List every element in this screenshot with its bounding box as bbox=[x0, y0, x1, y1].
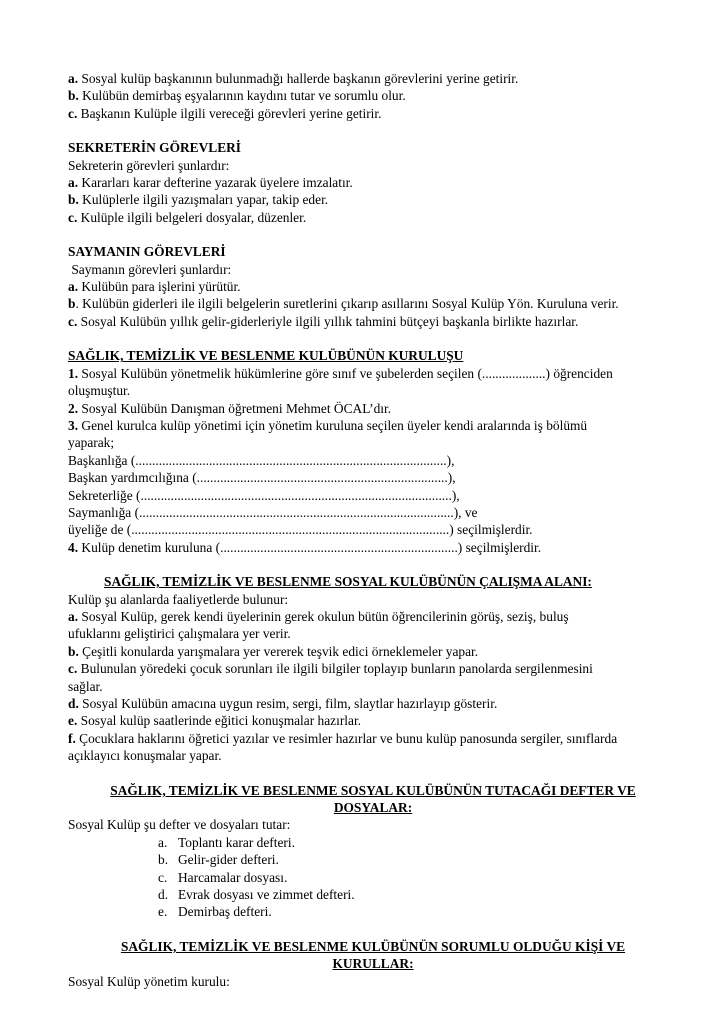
section-heading-calisma: SAĞLIK, TEMİZLİK VE BESLENME SOSYAL KULÜBÜNÜN ÇALIŞMA ALANI: bbox=[104, 574, 592, 590]
list-item-continuation: yaparak; bbox=[68, 435, 115, 451]
document-page bbox=[68, 70, 678, 990]
role-line: Başkan yardımcılığına (...........................................................................), bbox=[68, 470, 456, 486]
list-item: 3. Genel kurulca kulüp yönetimi için yönetim kuruluna seçilen üyeler kendi aralarında iş bölümü bbox=[68, 417, 588, 433]
list-item: 4. Kulüp denetim kuruluna (.......................................................................) seçilmişlerdir. bbox=[68, 539, 542, 555]
list-item: a. Sosyal kulüp başkanının bulunmadığı hallerde başkanın görevlerini yerine getirir. bbox=[68, 71, 519, 86]
list-item: b. Çeşitli konularda yarışmalara yer vererek teşvik edici örneklemeler yapar. bbox=[68, 643, 479, 659]
list-item-continuation: oluşmuştur. bbox=[68, 383, 131, 399]
list-item: e. Demirbaş defteri. bbox=[158, 904, 272, 920]
role-line: Başkanlığa (.............................................................................................), bbox=[68, 452, 455, 468]
section-intro: Sosyal Kulüp şu defter ve dosyaları tutar: bbox=[68, 817, 291, 833]
list-item: c. Bulunulan yöredeki çocuk sorunları ile ilgili bilgiler toplayıp bunların panolarda sergilenmesini bbox=[68, 661, 593, 677]
role-line: üyeliğe de (...............................................................................................) seçilmişlerdir. bbox=[68, 522, 533, 538]
section-heading-sayman: SAYMANIN GÖREVLERİ bbox=[68, 244, 226, 260]
top-list bbox=[68, 70, 678, 122]
list-item: f. Çocuklara haklarını öğretici yazılar ve resimler hazırlar ve bunu kulüp panosunda sergiler, sınıflarda bbox=[68, 730, 618, 746]
section-heading-kurulus: SAĞLIK, TEMİZLİK VE BESLENME KULÜBÜNÜN KURULUŞU bbox=[68, 348, 464, 364]
list-item: b. Kulüplerle ilgili yazışmaları yapar, takip eder. bbox=[68, 192, 329, 208]
section-heading-sekreter: SEKRETERİN GÖREVLERİ bbox=[68, 140, 242, 156]
section-intro: Saymanın görevleri şunlardır: bbox=[68, 261, 232, 277]
list-item-continuation: açıklayıcı konuşmalar yapar. bbox=[68, 748, 222, 764]
list-item: d. Evrak dosyası ve zimmet defteri. bbox=[158, 887, 355, 903]
list-item: c. Harcamalar dosyası. bbox=[158, 869, 288, 885]
section-heading-defter-line2: DOSYALAR: bbox=[333, 800, 413, 816]
list-item-continuation: sağlar. bbox=[68, 678, 103, 694]
list-item: c. Başkanın Kulüple ilgili vereceği görevleri yerine getirir. bbox=[68, 105, 382, 121]
list-item: b. Gelir-gider defteri. bbox=[158, 852, 279, 868]
list-item: c. Kulüple ilgili belgeleri dosyalar, düzenler. bbox=[68, 209, 307, 225]
role-line: Saymanlığa (..............................................................................................), ve bbox=[68, 504, 478, 520]
list-item: a. Kulübün para işlerini yürütür. bbox=[68, 279, 241, 295]
list-item: a. Sosyal Kulüp, gerek kendi üyelerinin gerek okulun bütün öğrencilerinin görüş, seziş, buluş bbox=[68, 608, 569, 624]
section-intro: Sosyal Kulüp yönetim kurulu: bbox=[68, 973, 230, 989]
section-heading-defter: SAĞLIK, TEMİZLİK VE BESLENME SOSYAL KULÜBÜNÜN TUTACAĞI DEFTER VE bbox=[110, 782, 636, 798]
section-intro: Sekreterin görevleri şunlardır: bbox=[68, 157, 230, 173]
list-item: 2. Sosyal Kulübün Danışman öğretmeni Mehmet ÖCAL’dır. bbox=[68, 400, 392, 416]
list-item: 1. Sosyal Kulübün yönetmelik hükümlerine göre sınıf ve şubelerden seçilen (...................) öğrenciden bbox=[68, 365, 613, 381]
list-item: b. Kulübün demirbaş eşyalarının kaydını tutar ve sorumlu olur. bbox=[68, 88, 406, 104]
section-heading-sorumlu-line2: KURULLAR: bbox=[332, 956, 414, 972]
section-intro: Kulüp şu alanlarda faaliyetlerde bulunur: bbox=[68, 591, 289, 607]
list-item: a. Kararları karar defterine yazarak üyelere imzalatır. bbox=[68, 175, 353, 191]
list-item-continuation: ufuklarını geliştirici çalışmalara yer verir. bbox=[68, 626, 291, 642]
list-item: e. Sosyal kulüp saatlerinde eğitici konuşmalar hazırlar. bbox=[68, 713, 362, 729]
list-item: b. Kulübün giderleri ile ilgili belgelerin suretlerini çıkarıp asıllarını Sosyal Kulüp Yön. Kuruluna verir. bbox=[68, 296, 619, 312]
list-item: d. Sosyal Kulübün amacına uygun resim, sergi, film, slaytlar hazırlayıp gösterir. bbox=[68, 696, 498, 711]
defter-list bbox=[68, 834, 678, 921]
list-item: a. Toplantı karar defteri. bbox=[158, 834, 295, 850]
list-item: c. Sosyal Kulübün yıllık gelir-giderleriyle ilgili yıllık tahmini bütçeyi başkanla birlikte hazırlar. bbox=[68, 313, 579, 329]
role-line: Sekreterliğe (.............................................................................................), bbox=[68, 487, 460, 503]
section-heading-sorumlu: SAĞLIK, TEMİZLİK VE BESLENME KULÜBÜNÜN SORUMLU OLDUĞU KİŞİ VE bbox=[120, 938, 626, 954]
